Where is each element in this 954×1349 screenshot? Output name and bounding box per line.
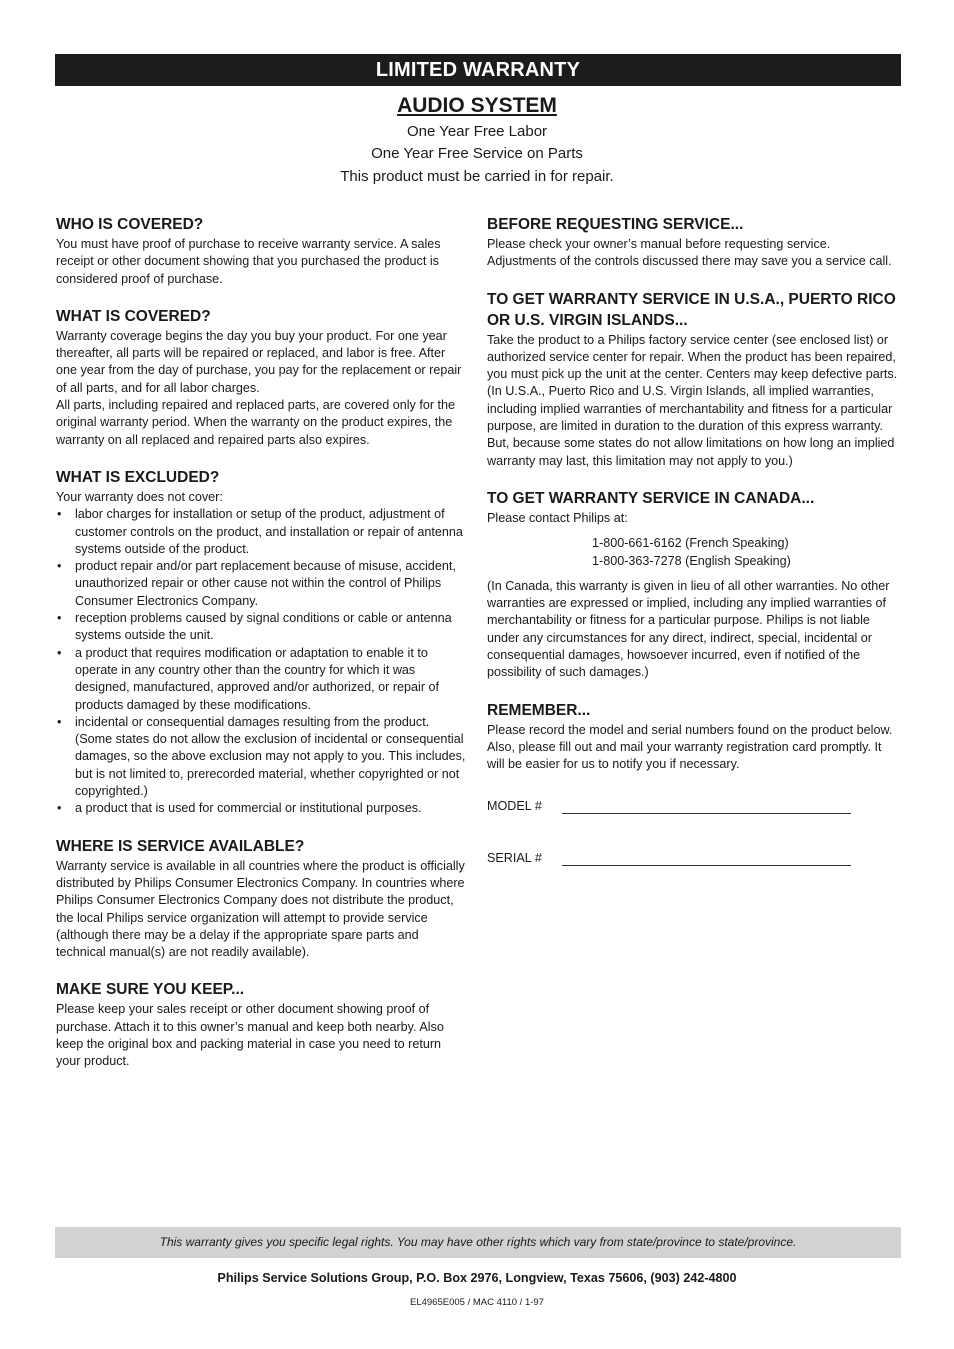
serial-number-field[interactable]	[487, 850, 899, 870]
section-what-excluded	[56, 467, 468, 818]
subtitle-labor: One Year Free Labor	[406, 123, 548, 140]
left-column	[56, 214, 468, 1089]
section-intro: Please contact Philips at:	[487, 510, 628, 525]
list-item: • a product that is used for commercial or institutional purposes.	[56, 800, 468, 817]
legal-rights-note: This warranty gives you specific legal rights. You may have other rights which vary from state/province to state/province.	[55, 1227, 901, 1258]
page-banner-title: LIMITED WARRANTY	[55, 54, 901, 86]
document-code: EL4965E005 / MAC 4110 / 1-97	[410, 1297, 544, 1308]
section-heading: MAKE SURE YOU KEEP...	[56, 981, 245, 999]
section-body: Warranty coverage begins the day you buy your product. For one year thereafter, all parts will be repaired or replaced, and labor is free. After one year from the day of purchase, you pay for the replacement or repair of all parts, and for all labor charges.	[56, 328, 462, 395]
section-heading: WHERE IS SERVICE AVAILABLE?	[56, 837, 305, 855]
section-heading: WHO IS COVERED?	[56, 216, 204, 233]
section-heading: WHAT IS EXCLUDED?	[56, 468, 220, 486]
serial-number-label: SERIAL #	[487, 850, 542, 865]
section-where-available	[56, 836, 468, 962]
section-make-sure	[56, 979, 468, 1070]
phone-french: 1-800-661-6162 (French Speaking)	[592, 536, 789, 551]
section-body: Please record the model and serial numbers found on the product below. Also, please fill out and mail your warranty registration card promptly. It will be easier for us to notify you if necessary.	[487, 722, 893, 772]
section-body: Take the product to a Philips factory service center (see enclosed list) or authorized service center for repair. When the product has been repaired, you must pick up the unit at the center. Centers may keep defective parts. (In U.S.A., Puerto Rico and U.S. Virgin Islands, all implied warranties, including implied warranties of merchantability and fitness for a particular purpose, are limited in duration to the duration of this express warranty. But, because some states do not allow limitations on how long an implied warranty may last, this limitation may not apply to you.)	[487, 332, 898, 468]
list-item: • reception problems caused by signal conditions or cable or antenna systems outside the unit.	[56, 610, 468, 645]
list-item: • product repair and/or part replacement because of misuse, accident, unauthorized repair or other cause not within the control of Philips Consumer Electronics Company.	[56, 558, 468, 610]
phone-numbers	[592, 535, 899, 570]
section-body: All parts, including repaired and replaced parts, are covered only for the original warranty period. When the warranty on the product expires, the warranty on all replaced and repaired parts also expires.	[56, 398, 456, 447]
section-body: Please keep your sales receipt or other document showing proof of purchase. Attach it to this owner’s manual and keep both nearby. Also keep the original box and packing material in case you need to return your product.	[56, 1002, 444, 1069]
section-heading: REMEMBER...	[487, 701, 591, 719]
section-what-covered	[56, 306, 468, 449]
section-heading: TO GET WARRANTY SERVICE IN CANADA...	[487, 489, 815, 507]
section-body: Please check your owner’s manual before requesting service. Adjustments of the controls discussed there may save you a service call.	[487, 237, 892, 269]
list-item: • incidental or consequential damages resulting from the product. (Some states do not allow the exclusion of incidental or consequential damages, so the above exclusion may not apply to you. This includes, but is not limited to, prerecorded material, whether copyrighted or not copyrighted.)	[56, 714, 468, 800]
subtitle-parts: One Year Free Service on Parts	[371, 145, 583, 162]
subtitle-carry-in: This product must be carried in for repair.	[340, 168, 614, 185]
section-before-requesting	[487, 214, 899, 271]
section-heading: WHAT IS COVERED?	[56, 307, 211, 325]
model-number-field[interactable]	[487, 798, 899, 818]
section-body: Warranty service is available in all countries where the product is officially distributed by Philips Consumer Electronics Company. In countries where Philips Consumer Electronics Company does not distribute the product, the local Philips service organization will attempt to provide service (although there may be a delay if the appropriate spare parts and technical manual(s) are not readily available).	[56, 858, 465, 960]
model-number-label: MODEL #	[487, 798, 542, 813]
section-heading: BEFORE REQUESTING SERVICE...	[487, 216, 744, 233]
exclusion-list	[56, 506, 468, 817]
section-remember	[487, 700, 899, 774]
list-item: • labor charges for installation or setup of the product, adjustment of customer controls on the product, and installation or repair of antenna systems outside of the product.	[56, 506, 468, 558]
section-who-covered	[56, 214, 468, 288]
phone-english: 1-800-363-7278 (English Speaking)	[592, 553, 791, 568]
section-intro: Your warranty does not cover:	[56, 489, 223, 504]
section-service-usa	[487, 289, 899, 470]
section-body: (In Canada, this warranty is given in lieu of all other warranties. No other warranties are expressed or implied, including any implied warranties of merchantability or fitness for a particular purpose. Philips is not liable under any circumstances for any direct, indirect, special, incidental or consequential damages, howsoever incurred, even if notified of the possibility of such damages.)	[487, 578, 890, 680]
serial-number-line[interactable]	[562, 865, 851, 866]
section-service-canada	[487, 488, 899, 682]
list-item: • a product that requires modification or adaptation to enable it to operate in any country other than the country for which it was designed, manufactured, approved and/or authorized, or repair of products damaged by these modifications.	[56, 645, 468, 714]
section-heading: TO GET WARRANTY SERVICE IN U.S.A., PUERTO RICO OR U.S. VIRGIN ISLANDS...	[487, 290, 896, 329]
model-number-line[interactable]	[562, 813, 851, 814]
right-column	[487, 214, 899, 870]
service-address: Philips Service Solutions Group, P.O. Box 2976, Longview, Texas 75606, (903) 242-4800	[217, 1271, 737, 1285]
product-title: AUDIO SYSTEM	[397, 94, 557, 117]
section-body: You must have proof of purchase to receive warranty service. A sales receipt or other document showing that you purchased the product is considered proof of purchase.	[56, 237, 441, 286]
